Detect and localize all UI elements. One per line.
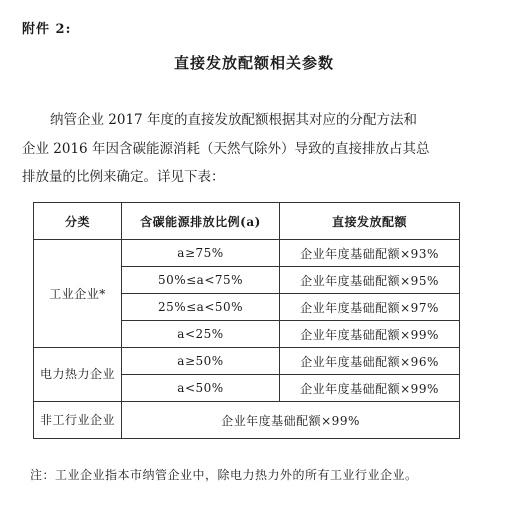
intro-paragraph xyxy=(22,106,484,192)
quota-cell: 企业年度基础配额×95% xyxy=(280,267,460,294)
ratio-cell: a<50% xyxy=(122,375,280,402)
header-category: 分类 xyxy=(34,203,122,240)
ratio-cell: a<25% xyxy=(122,321,280,348)
paragraph-line: 企业 2016 年因含碳能源消耗（天然气除外）导致的直接排放占其总 xyxy=(22,140,430,157)
category-industrial: 工业企业* xyxy=(34,240,122,348)
ratio-cell: a≥50% xyxy=(122,348,280,375)
ratio-cell: 50%≤a<75% xyxy=(122,267,280,294)
paragraph-line: 纳管企业 2017 年度的直接发放配额根据其对应的分配方法和 xyxy=(50,112,417,128)
table-row xyxy=(34,240,460,267)
attachment-label: 附件 2: xyxy=(22,22,72,37)
quota-cell: 企业年度基础配额×97% xyxy=(280,294,460,321)
header-emission-ratio: 含碳能源排放比例(a) xyxy=(122,203,280,240)
quota-cell: 企业年度基础配额×99% xyxy=(122,402,460,439)
quota-parameters-table xyxy=(33,202,460,439)
quota-cell: 企业年度基础配额×99% xyxy=(280,375,460,402)
table-row xyxy=(34,402,460,439)
paragraph-line: 排放量的比例来确定。详见下表： xyxy=(22,169,225,185)
table-header-row xyxy=(34,203,460,240)
header-direct-quota: 直接发放配额 xyxy=(280,203,460,240)
quota-cell: 企业年度基础配额×99% xyxy=(280,321,460,348)
quota-cell: 企业年度基础配额×93% xyxy=(280,240,460,267)
table-row xyxy=(34,348,460,375)
ratio-cell: a≥75% xyxy=(122,240,280,267)
category-non-industrial: 非工行业企业 xyxy=(34,402,122,439)
document-title: 直接发放配额相关参数 xyxy=(173,54,334,72)
table-footnote: 注：工业企业指本市纳管企业中，除电力热力外的所有工业行业企业。 xyxy=(30,468,418,482)
quota-cell: 企业年度基础配额×96% xyxy=(280,348,460,375)
category-power: 电力热力企业 xyxy=(34,348,122,402)
ratio-cell: 25%≤a<50% xyxy=(122,294,280,321)
